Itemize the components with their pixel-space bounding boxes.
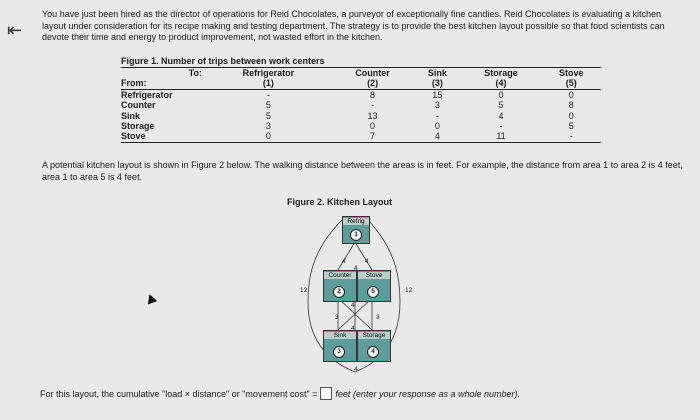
figure-1 [121, 56, 611, 143]
distance-label: 4 [351, 302, 355, 309]
question-prefix: For this layout, the cumulative "load × distance" or "movement cost" = [40, 388, 318, 399]
layout-description: A potential kitchen layout is shown in Figure 2 below. The walking distance between the areas is in feet. For example, the distance from area 1 to area 2 is 4 feet, area 1 to area 5 is 4 feet. [42, 160, 683, 182]
table-cell: 5 [265, 110, 271, 121]
table-cell: 0 [498, 89, 504, 100]
row-label: Sink [121, 110, 141, 121]
table-cell: 3 [265, 121, 271, 132]
table-cell: 0 [434, 121, 440, 132]
distance-label: 4 [354, 366, 358, 373]
col-header: Counter [331, 68, 415, 79]
table-cell: - [266, 89, 270, 100]
distance-label: 3 [376, 314, 380, 321]
table-row [121, 131, 601, 142]
area-number-circle: 3 [333, 346, 345, 358]
distance-label: 3 [335, 314, 339, 321]
area-label: Refrig [343, 218, 369, 225]
table-cell: 8 [370, 89, 376, 100]
table-cell: - [435, 110, 439, 121]
table-cell: 4 [498, 110, 504, 121]
row-label: Refrigerator [121, 89, 173, 100]
col-header: Storage [460, 68, 541, 79]
col-number: (5) [542, 78, 601, 89]
to-label: To: [121, 68, 206, 79]
intro-paragraph: You have just been hired as the director of operations for Reid Chocolates, a purveyor of exceptionally fine candies. Reid Chocolates is evaluating a kitchen layout under consideration for its recipe making and testing department. The strategy is to provide the best kitchen layout possible so that food scientists can devote their time and energy to product improvement, not wasted effort in the kitchen. [42, 9, 665, 42]
distance-label: 4 [342, 258, 346, 265]
table-cell: - [542, 131, 601, 142]
answer-line [40, 387, 520, 400]
table-cell: 11 [460, 131, 541, 142]
table-row [121, 111, 601, 121]
area-number-circle: 1 [350, 229, 362, 241]
trips-table [121, 67, 601, 143]
col-number: (1) [206, 78, 331, 89]
area-number-circle: 4 [367, 346, 379, 358]
col-header: Stove [542, 68, 601, 79]
mouse-cursor-icon [145, 293, 157, 305]
sink-area [323, 330, 357, 362]
table-cell: 0 [568, 89, 574, 100]
col-number: (2) [331, 78, 415, 89]
area-label: Sink [324, 332, 356, 339]
table-cell: 5 [265, 100, 271, 111]
table-cell: 8 [568, 100, 574, 111]
table-row [121, 100, 601, 110]
distance-label: 12 [300, 287, 308, 294]
col-number: (4) [460, 78, 541, 89]
col-header: Sink [414, 68, 460, 79]
distance-label: 12 [405, 287, 413, 294]
table-cell: - [371, 100, 375, 111]
row-label: Storage [121, 121, 155, 132]
table-cell: 7 [331, 131, 415, 142]
table-cell: 3 [434, 100, 440, 111]
area-number-circle: 2 [333, 286, 345, 298]
distance-label: 4 [365, 258, 369, 265]
link-line [338, 242, 355, 270]
area-label: Counter [324, 272, 356, 279]
area-number-circle: 5 [367, 286, 379, 298]
col-number: (3) [414, 78, 460, 89]
table-cell: 5 [498, 100, 504, 111]
table-cell: - [499, 121, 503, 132]
table-cell: 13 [367, 110, 378, 121]
distance-label: 4 [351, 325, 355, 332]
movement-cost-input[interactable] [320, 387, 332, 400]
row-label: Counter [121, 100, 156, 111]
table-cell: 0 [206, 131, 331, 142]
table-cell: 15 [432, 89, 443, 100]
back-arrow-icon[interactable]: ⇤ [7, 20, 23, 40]
distance-label: 4 [354, 265, 358, 272]
refrigerator-area [342, 216, 370, 244]
figure-2-title: Figure 2. Kitchen Layout [287, 197, 393, 207]
table-cell: 0 [370, 121, 376, 132]
question-suffix: feet (enter your response as a whole number). [335, 388, 521, 399]
stove-area [357, 270, 391, 302]
col-header: Refrigerator [206, 68, 331, 79]
area-label: Storage [358, 332, 390, 339]
row-label: Stove [121, 131, 206, 142]
storage-area [357, 330, 391, 362]
table-cell: 5 [568, 121, 574, 132]
from-label: From: [121, 78, 206, 89]
table-row [121, 89, 601, 100]
area-label: Stove [358, 272, 390, 279]
table-cell: 4 [414, 131, 460, 142]
figure-1-title: Figure 1. Number of trips between work centers [121, 56, 325, 66]
table-cell: 0 [568, 110, 574, 121]
counter-area [323, 270, 357, 302]
table-row [121, 121, 601, 131]
